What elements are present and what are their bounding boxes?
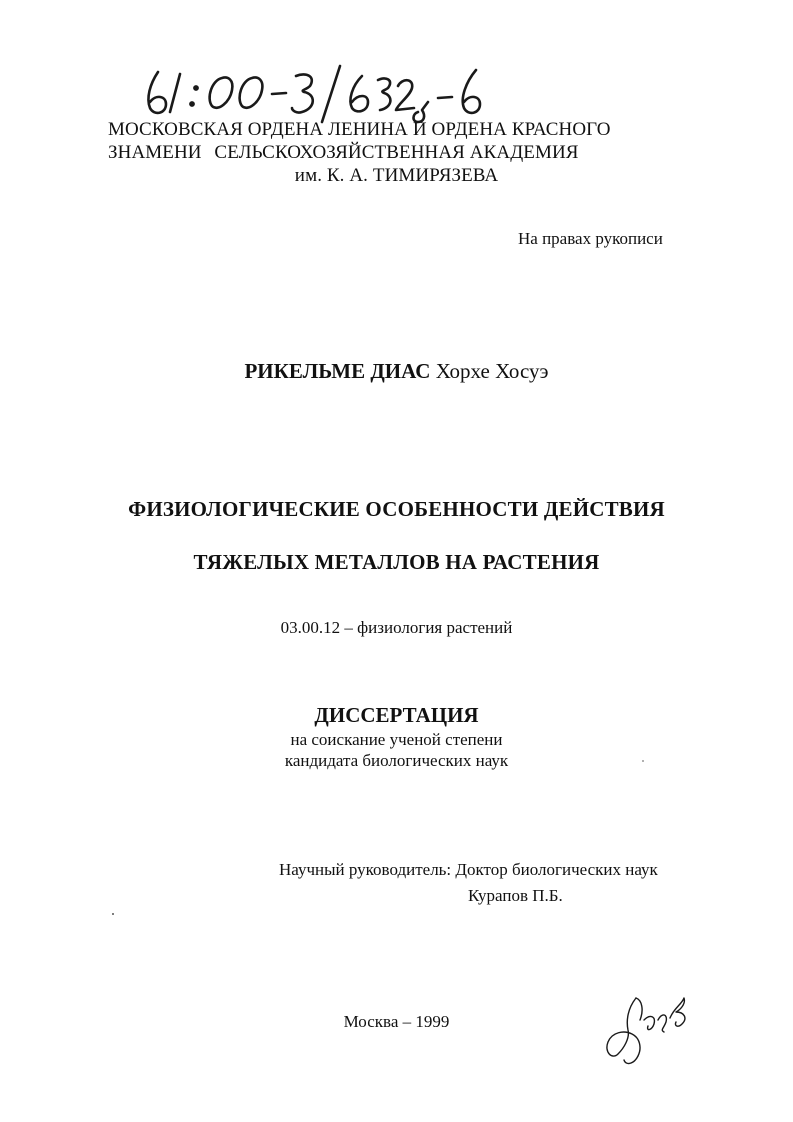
title-line-2: ТЯЖЕЛЫХ МЕТАЛЛОВ НА РАСТЕНИЯ — [193, 550, 600, 574]
specialty-code: 03.00.12 – физиология растений — [280, 618, 513, 637]
dissertation-subtitle-1: на соискание ученой степени — [290, 730, 503, 749]
institution-line-1: МОСКОВСКАЯ ОРДЕНА ЛЕНИНА И ОРДЕНА КРАСНОГО ЗНАМЕНИ — [108, 119, 611, 163]
place-year: Москва – 1999 — [343, 1012, 450, 1031]
dissertation-subtitle-2: кандидата биологических наук — [284, 751, 509, 770]
title-line-1: ФИЗИОЛОГИЧЕСКИЕ ОСОБЕННОСТИ ДЕЙСТВИЯ — [128, 497, 665, 521]
rights-note: На правах рукописи — [518, 229, 663, 248]
advisor-label: Научный руководитель: Доктор биологических наук — [279, 860, 658, 879]
scan-speck — [112, 913, 114, 915]
dissertation-heading: ДИССЕРТАЦИЯ — [314, 703, 479, 727]
handwritten-signature — [598, 990, 703, 1070]
advisor-name: Курапов П.Б. — [468, 886, 563, 905]
signature-drawing — [598, 990, 703, 1070]
author-surname: РИКЕЛЬМЕ ДИАС — [244, 359, 431, 383]
author-given-names: Хорхе Хосуэ — [435, 359, 549, 383]
author-name — [0, 359, 793, 384]
institution-line-2: СЕЛЬСКОХОЗЯЙСТВЕННАЯ АКАДЕМИЯ — [214, 142, 579, 163]
scan-speck — [642, 760, 644, 762]
institution-line-3: им. К. А. ТИМИРЯЗЕВА — [294, 165, 499, 186]
